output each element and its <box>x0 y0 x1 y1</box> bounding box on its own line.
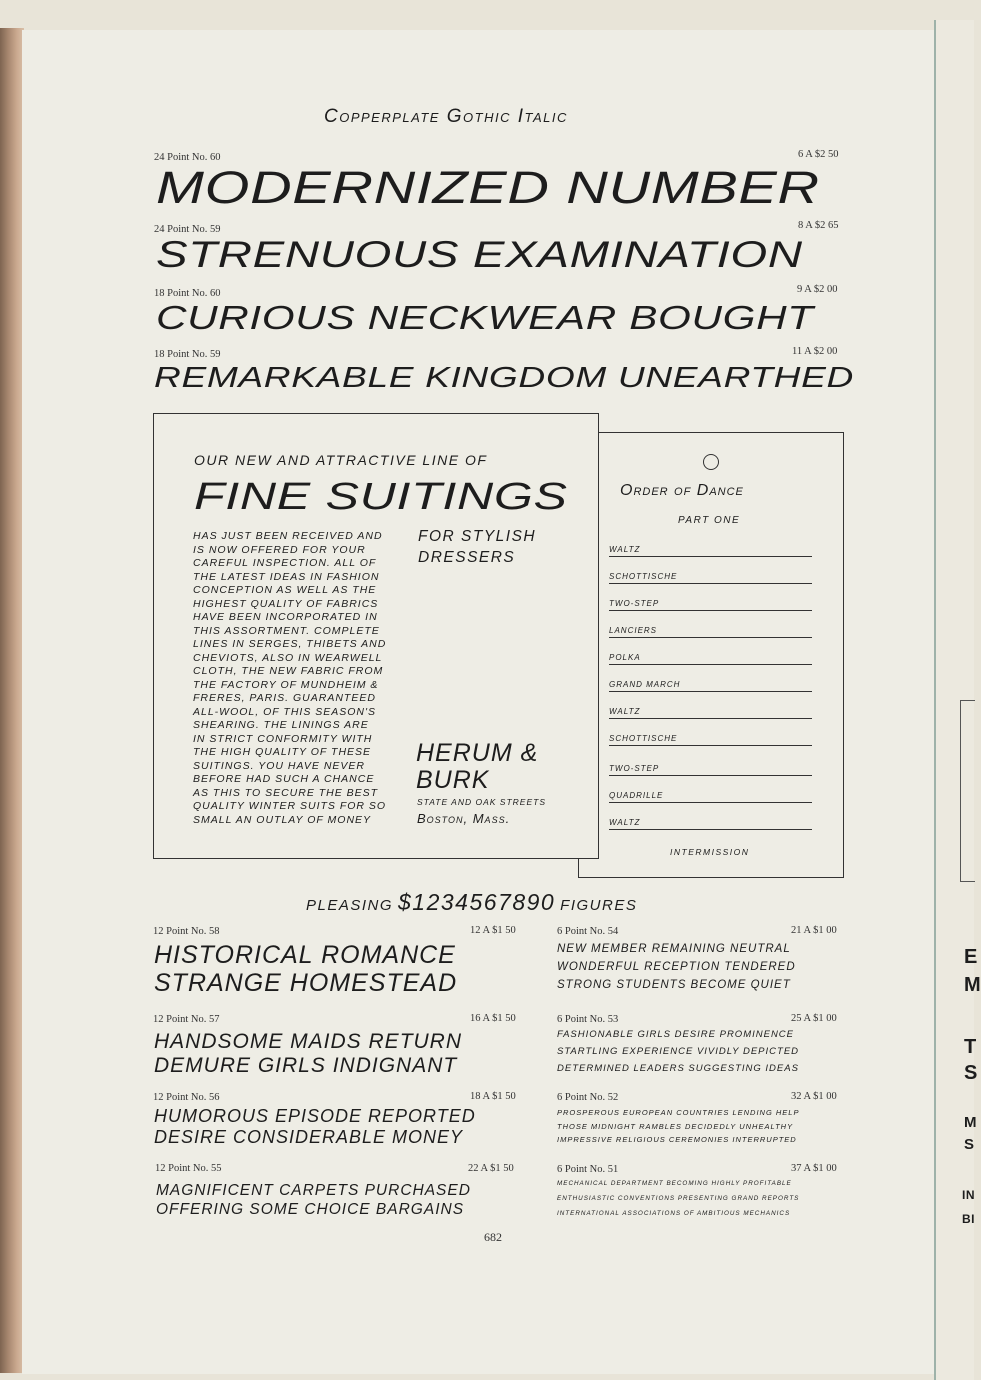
ad-firm-name: HERUM & <box>416 739 539 767</box>
ad-body-line: THE LATEST IDEAS IN FASHION <box>193 570 380 583</box>
specimen-price: 12 A $1 50 <box>470 925 516 936</box>
ad-body-line: THE HIGH QUALITY OF THESE <box>193 746 372 758</box>
specimen-text: WONDERFUL RECEPTION TENDERED <box>557 961 796 973</box>
specimen-text: DETERMINED LEADERS SUGGESTING IDEAS <box>557 1063 799 1074</box>
specimen-price: 18 A $1 50 <box>470 1091 516 1102</box>
specimen-size: 24 Point No. 60 <box>154 152 221 163</box>
specimen-size: 18 Point No. 59 <box>154 349 221 360</box>
dance-item: SCHOTTISCHE <box>609 572 812 584</box>
neighbor-glyph: S <box>964 1136 975 1153</box>
page-title: Copperplate Gothic Italic <box>324 106 568 127</box>
specimen-text: MODERNIZED NUMBER <box>156 162 820 213</box>
ad-body-line: IS NOW OFFERED FOR YOUR <box>193 543 366 556</box>
dance-item: TWO-STEP <box>609 599 812 611</box>
ad-body-line: FRERES, PARIS. GUARANTEED <box>193 692 376 704</box>
specimen-size: 6 Point No. 51 <box>557 1164 619 1175</box>
dance-title: Order of Dance <box>620 482 744 499</box>
specimen-price: 9 A $2 00 <box>797 284 838 295</box>
specimen-price: 21 A $1 00 <box>791 925 837 936</box>
specimen-text: MAGNIFICENT CARPETS PURCHASED <box>156 1182 471 1199</box>
specimen-size: 12 Point No. 56 <box>153 1092 220 1103</box>
ad-body-line: SHEARING. THE LININGS ARE <box>193 719 369 731</box>
specimen-price: 6 A $2 50 <box>798 149 839 160</box>
specimen-text: THOSE MIDNIGHT RAMBLES DECIDEDLY UNHEALTHY <box>557 1122 794 1131</box>
specimen-text: FASHIONABLE GIRLS DESIRE PROMINENCE <box>557 1029 795 1040</box>
specimen-text: REMARKABLE KINGDOM UNEARTHED <box>154 362 854 394</box>
ad-body-line: CONCEPTION AS WELL AS THE <box>193 584 377 596</box>
ad-headline: FINE SUITINGS <box>194 476 568 518</box>
specimen-text: STRANGE HOMESTEAD <box>154 969 458 997</box>
dance-item: SCHOTTISCHE <box>609 734 812 746</box>
neighbor-glyph: M <box>964 974 981 996</box>
specimen-text: HANDSOME MAIDS RETURN <box>154 1030 463 1053</box>
dance-part: PART ONE <box>678 515 741 526</box>
ad-body-line: QUALITY WINTER SUITS FOR SO <box>193 800 387 812</box>
dance-item: QUADRILLE <box>609 791 812 803</box>
specimen-size: 6 Point No. 52 <box>557 1092 619 1103</box>
ad-body-line: HIGHEST QUALITY OF FABRICS <box>193 597 379 610</box>
ad-body-line: THE FACTORY OF MUNDHEIM & <box>193 678 379 691</box>
specimen-text: STRONG STUDENTS BECOME QUIET <box>557 979 791 991</box>
ad-firm-name: BURK <box>416 766 490 794</box>
punch-hole-icon <box>703 454 719 470</box>
specimen-text: OFFERING SOME CHOICE BARGAINS <box>156 1201 465 1218</box>
ad-side-text: DRESSERS <box>418 549 516 566</box>
specimen-text: PROSPEROUS EUROPEAN COUNTRIES LENDING HELP <box>557 1108 800 1117</box>
specimen-size: 12 Point No. 58 <box>153 926 220 937</box>
ad-body-line: ALL-WOOL, OF THIS SEASON'S <box>193 705 377 718</box>
neighbor-glyph: E <box>964 946 978 968</box>
dance-item: POLKA <box>609 653 812 665</box>
specimen-size: 18 Point No. 60 <box>154 288 221 299</box>
ad-heading: OUR NEW AND ATTRACTIVE LINE OF <box>194 452 488 468</box>
dance-item: GRAND MARCH <box>609 680 812 692</box>
specimen-text: DESIRE CONSIDERABLE MONEY <box>154 1127 464 1147</box>
dance-item: WALTZ <box>609 818 812 830</box>
specimen-size: 12 Point No. 57 <box>153 1014 220 1025</box>
dance-item: LANCIERS <box>609 626 812 638</box>
specimen-price: 22 A $1 50 <box>468 1163 514 1174</box>
specimen-price: 11 A $2 00 <box>792 346 838 357</box>
specimen-text: STARTLING EXPERIENCE VIVIDLY DEPICTED <box>557 1046 800 1057</box>
ad-body-line: SMALL AN OUTLAY OF MONEY <box>193 813 372 826</box>
figures-post: FIGURES <box>560 897 638 914</box>
specimen-text: IMPRESSIVE RELIGIOUS CEREMONIES INTERRUPTED <box>557 1135 797 1144</box>
figures-numerals: $1234567890 <box>397 889 556 915</box>
neighbor-glyph: T <box>964 1036 977 1058</box>
ad-body-line: THIS ASSORTMENT. COMPLETE <box>193 624 380 637</box>
neighbor-glyph: BI <box>962 1212 975 1226</box>
specimen-size: 12 Point No. 55 <box>155 1163 222 1174</box>
neighbor-glyph: S <box>964 1062 978 1084</box>
specimen-text: HUMOROUS EPISODE REPORTED <box>154 1106 476 1126</box>
specimen-text: INTERNATIONAL ASSOCIATIONS OF AMBITIOUS MECHANICS <box>557 1210 791 1217</box>
figures-line <box>306 889 637 916</box>
ad-body-line: IN STRICT CONFORMITY WITH <box>193 732 373 745</box>
specimen-text: MECHANICAL DEPARTMENT BECOMING HIGHLY PROFITABLE <box>557 1180 792 1187</box>
book-page-edges <box>0 28 24 1373</box>
dance-footer: INTERMISSION <box>670 847 750 857</box>
specimen-text: NEW MEMBER REMAINING NEUTRAL <box>557 943 791 955</box>
ad-body-line: BEFORE HAD SUCH A CHANCE <box>193 773 375 785</box>
specimen-size: 6 Point No. 54 <box>557 926 619 937</box>
specimen-text: DEMURE GIRLS INDIGNANT <box>154 1054 458 1077</box>
ad-body-line: HAVE BEEN INCORPORATED IN <box>193 611 378 623</box>
ad-body-line: AS THIS TO SECURE THE BEST <box>193 786 379 799</box>
page-number: 682 <box>484 1230 502 1244</box>
specimen-text: ENTHUSIASTIC CONVENTIONS PRESENTING GRAND REPORTS <box>557 1195 800 1202</box>
ad-body-line: HAS JUST BEEN RECEIVED AND <box>193 530 383 542</box>
ad-side-text: FOR STYLISH <box>418 528 537 545</box>
dance-item: TWO-STEP <box>609 764 812 776</box>
figures-pre: PLEASING <box>306 897 394 914</box>
ad-city: Boston, Mass. <box>417 811 511 826</box>
neighbor-glyph: M <box>964 1114 977 1131</box>
ad-body-line: SUITINGS. YOU HAVE NEVER <box>193 759 366 772</box>
ad-street: STATE AND OAK STREETS <box>417 797 546 807</box>
specimen-text: HISTORICAL ROMANCE <box>154 941 456 969</box>
specimen-price: 32 A $1 00 <box>791 1091 837 1102</box>
specimen-price: 37 A $1 00 <box>791 1163 837 1174</box>
neighbor-glyph: IN <box>962 1188 975 1202</box>
specimen-price: 8 A $2 65 <box>798 220 839 231</box>
specimen-text: STRENUOUS EXAMINATION <box>156 234 803 275</box>
ad-body-line: CLOTH, THE NEW FABRIC FROM <box>193 665 384 677</box>
ad-body-line: CHEVIOTS, ALSO IN WEARWELL <box>193 651 383 664</box>
ad-body-line: LINES IN SERGES, THIBETS AND <box>193 638 387 650</box>
dance-item: WALTZ <box>609 707 812 719</box>
specimen-price: 25 A $1 00 <box>791 1013 837 1024</box>
specimen-size: 6 Point No. 53 <box>557 1014 619 1025</box>
ad-body-line: CAREFUL INSPECTION. ALL OF <box>193 557 377 569</box>
specimen-size: 24 Point No. 59 <box>154 224 221 235</box>
specimen-price: 16 A $1 50 <box>470 1013 516 1024</box>
dance-item: WALTZ <box>609 545 812 557</box>
specimen-text: CURIOUS NECKWEAR BOUGHT <box>156 299 814 336</box>
adjacent-page-box <box>960 700 975 882</box>
